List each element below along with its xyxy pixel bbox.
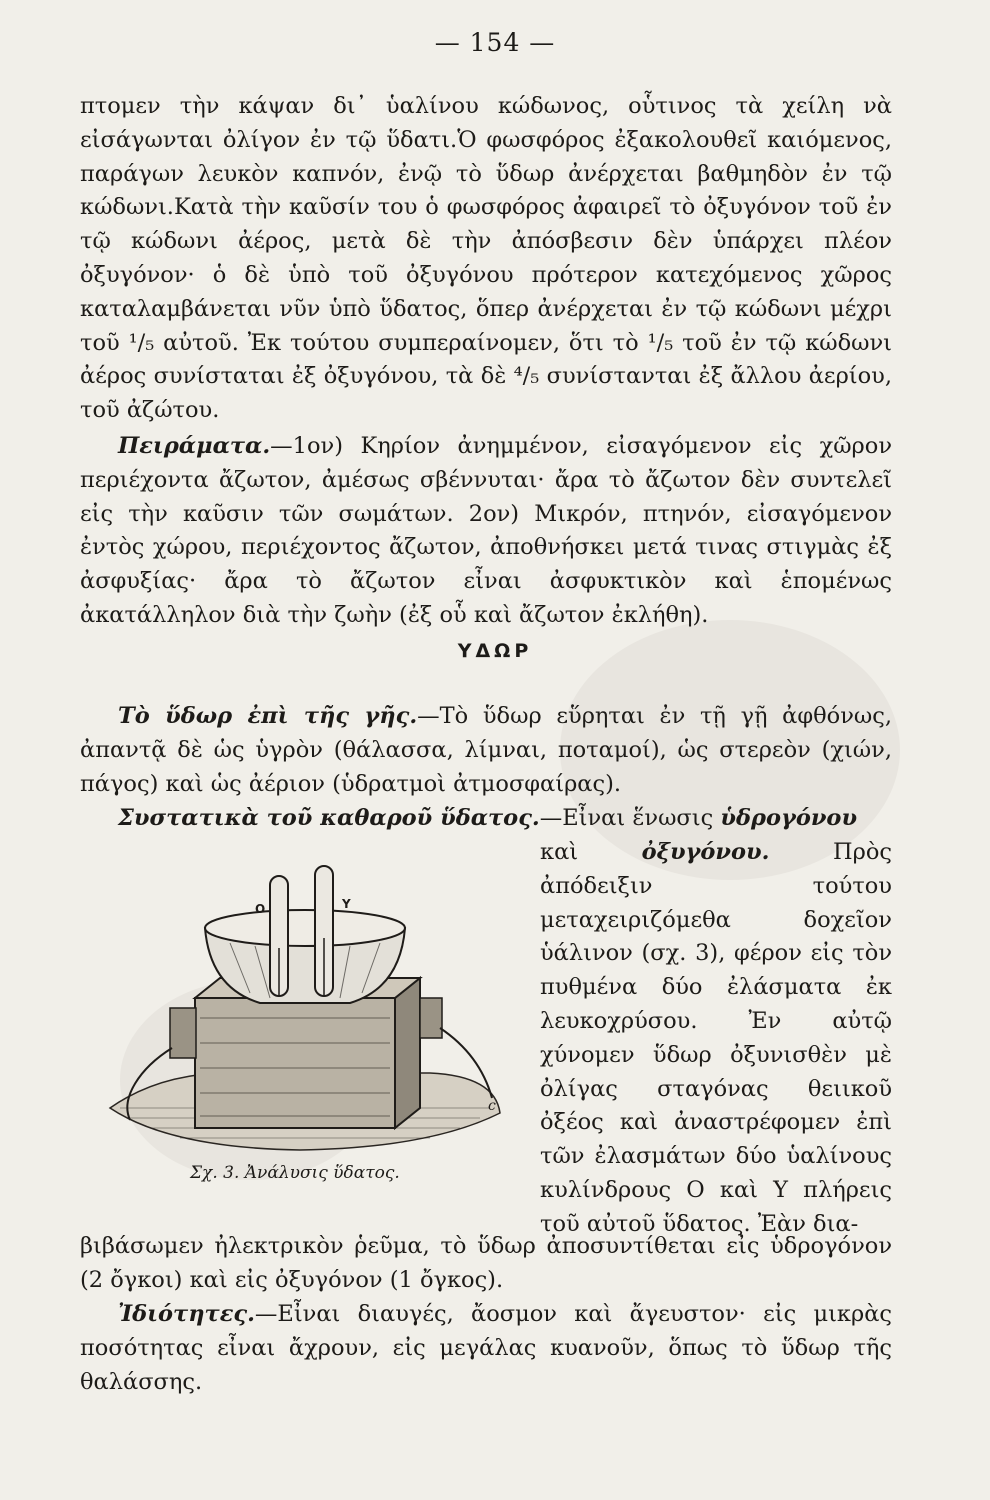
electrolysis-apparatus-illustration xyxy=(100,858,510,1178)
composition-column xyxy=(540,836,892,1242)
paragraph-experiments xyxy=(80,430,892,633)
composition-heading-line xyxy=(80,802,892,836)
properties-text: —Εἶναι διαυγές, ἄοσμον καὶ ἄγευστον· εἰς μικρὰς ποσότητας εἶναι ἄχρουν, εἰς μεγάλας κυανοῦν, ὅπως τὸ ὕδωρ τῆς θαλάσσης. xyxy=(80,1301,892,1395)
oxygen-word: ὀξυγόνου. xyxy=(641,839,770,865)
paragraph-phosphorus: πτομεν τὴν κάψαν δι᾽ ὑαλίνου κώδωνος, οὗτινος τὰ χείλη νὰ εἰσάγωνται ὀλίγον ἐν τῷ ὕδατι.Ὁ φωσφόρος ἐξακολουθεῖ καιόμενος, παράγων λευκὸν καπνόν, ἐνῷ τὸ ὕδωρ ἀνέρχεται βαθμηδὸν ἐν τῷ κώδωνι.Κατὰ τὴν καῦσίν του ὁ φωσφόρος ἀφαιρεῖ τὸ ὀξυγόνον τοῦ ἐν τῷ κώδωνι ἀέρος, μετὰ δὲ τὴν ἀπόσβεσιν δὲν ὑπάρχει πλέον ὀξυγόνον· ὁ δὲ ὑπὸ τοῦ ὀξυγόνου πρότερον κατεχόμενος χῶρος καταλαμβάνεται νῦν ὑπὸ ὕδατος, ὅπερ ἀνέρχεται ἐν τῷ κώδωνι μέχρι τοῦ ¹/₅ αὐτοῦ. Ἐκ τούτου συμπεραίνομεν, ὅτι τὸ ¹/₅ τοῦ ἐν τῷ κώδωνι ἀέρος συνίσταται ἐξ ὀξυγόνου, τὰ δὲ ⁴/₅ συνίστανται ἐξ ἄλλου ἀερίου, τοῦ ἀζώτου. xyxy=(80,93,892,424)
earth-label: Τὸ ὕδωρ ἐπὶ τῆς γῆς. xyxy=(118,703,418,729)
tube-label-left: O xyxy=(255,902,266,916)
paragraph-properties xyxy=(80,1298,892,1399)
tube-label-right: Y xyxy=(342,897,351,911)
composition-label: Συστατικὰ τοῦ καθαροῦ ὕδατος. xyxy=(118,805,540,831)
page-number: — 154 — xyxy=(434,28,556,57)
corner-label: c xyxy=(488,1098,496,1114)
paragraph-composition-continued: βιβάσωμεν ἠλεκτρικὸν ῥεῦμα, τὸ ὕδωρ ἀποσυντίθεται εἰς ὑδρογόνον (2 ὄγκοι) καὶ εἰς ὀξυγόνον (1 ὄγκος). xyxy=(80,1233,892,1293)
experiments-text: —1ον) Κηρίον ἀνημμένον, εἰσαγόμενον εἰς χῶρον περιέχοντα ἄζωτον, ἀμέσως σβέννυται· ἄρα τὸ ἄζωτον δὲν συντελεῖ εἰς τὴν καῦσιν τῶν σωμάτων. 2ον) Μικρόν, πτηνόν, εἰσαγόμενον ἐντὸς χώρου, περιέχοντος ἄζωτον, ἀποθνήσκει μετά τινας στιγμὰς ἐξ ἀσφυξίας· ἄρα τὸ ἄζωτον εἶναι ἀσφυκτικὸν καὶ ἑπομένως ἀκατάλληλον διὰ τὴν ζωὴν (ἐξ οὗ καὶ ἄζωτον ἐκλήθη). xyxy=(80,433,892,628)
experiments-label: Πειράματα. xyxy=(118,433,271,459)
paragraph-water-on-earth xyxy=(80,700,892,801)
hydrogen-word: ὑδρογόνου xyxy=(720,805,858,831)
electrolysis-figure xyxy=(100,858,510,1178)
earth-text: —Τὸ ὕδωρ εὕρηται ἐν τῇ γῇ ἀφθόνως, ἀπαντᾷ δὲ ὡς ὑγρὸν (θάλασσα, λίμναι, ποταμοί), ὡς στερεὸν (χιών, πάγος) καὶ ὡς ἀέριον (ὑδρατμοὶ ἀτμοσφαίρας). xyxy=(80,703,892,797)
composition-intro: —Εἶναι ἕνωσις xyxy=(539,805,714,831)
properties-label: Ἰδιότητες. xyxy=(118,1301,255,1327)
figure-caption: Σχ. 3. Ἀνάλυσις ὕδατος. xyxy=(190,1163,400,1183)
section-heading: ΥΔΩΡ xyxy=(457,640,533,662)
and-word: καὶ xyxy=(540,839,579,865)
composition-text: Πρὸς ἀπόδειξιν τούτου μεταχειριζόμεθα δοχεῖον ὑάλινον (σχ. 3), φέρον εἰς τὸν πυθμένα δύο ἐλάσματα ἐκ λευκοχρύσου. Ἐν αὐτῷ χύνομεν ὕδωρ ὀξυνισθὲν μὲ ὀλίγας σταγόνας θειικοῦ ὀξέος καὶ ἀναστρέφομεν ἐπὶ τῶν ἐλασμάτων δύο ὑαλίνους κυλίνδρους Ο καὶ Υ πλήρεις τοῦ αὐτοῦ ὕδατος. Ἐὰν δια- xyxy=(540,839,892,1237)
